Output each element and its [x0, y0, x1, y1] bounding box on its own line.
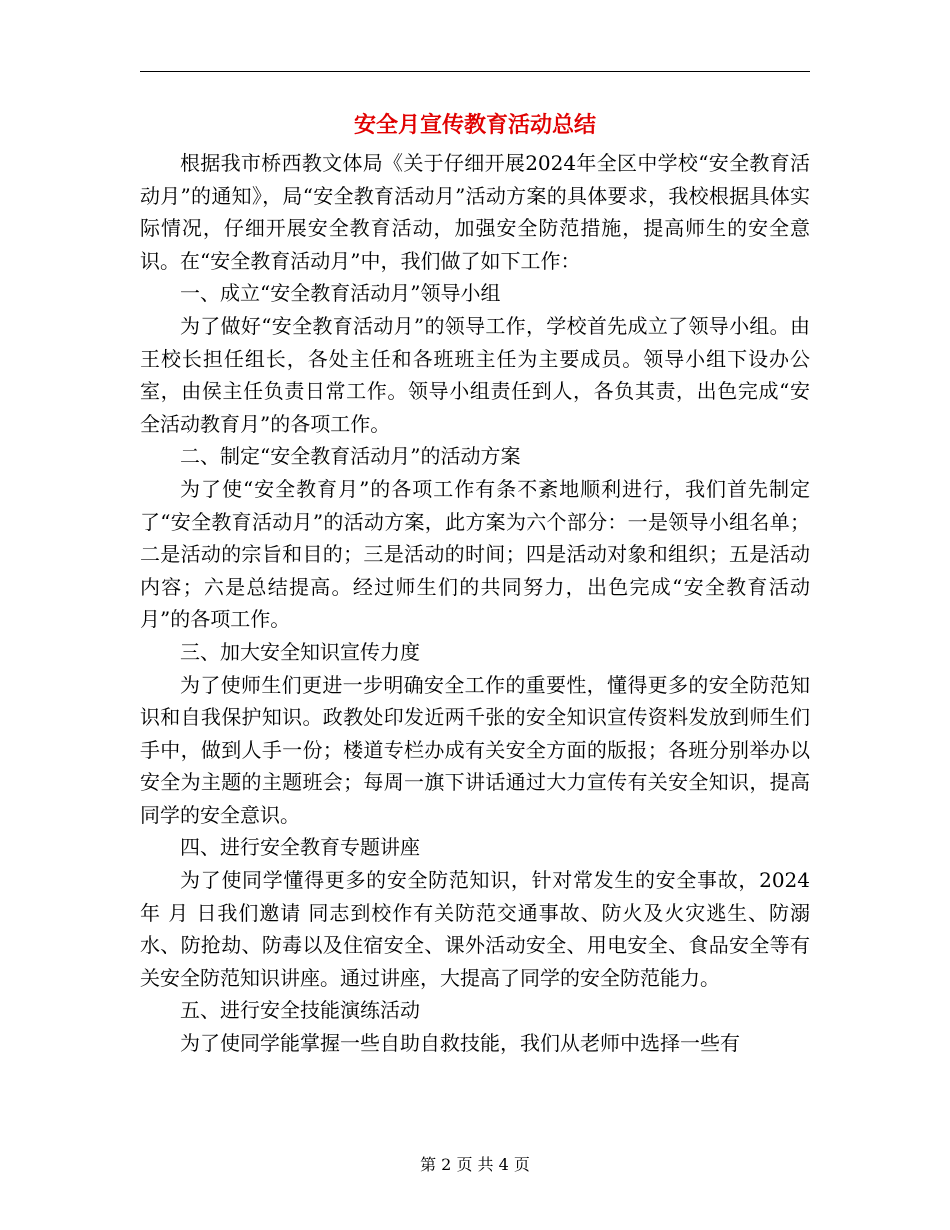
section-heading-2: 二、制定“安全教育活动月”的活动方案 — [180, 444, 521, 469]
body-paragraph-2: 为了使“安全教育月”的各项工作有条不紊地顺利进行，我们首先制定了“安全教育活动月”的活动方案，此方案为六个部分：一是领导小组名单；二是活动的宗旨和目的；三是活动的时间；四是活动对象和组织；五是活动内容；六是总结提高。经过师生们的共同努力，出色完成“安全教育活动月”的各项工作。 — [140, 476, 810, 632]
body-paragraph-4: 为了使同学懂得更多的安全防范知识，针对常发生的安全事故，2024年 月 日我们邀请 同志到校作有关防范交通事故、防火及火灾逃生、防溺水、防抢劫、防毒以及住宿安全、课外活动安全、用电安全、食品安全等有关安全防范知识讲座。通过讲座，大提高了同学的安全防范能力。 — [140, 868, 810, 990]
body-paragraph-1: 为了做好“安全教育活动月”的领导工作，学校首先成立了领导小组。由王校长担任组长，各处主任和各班班主任为主要成员。领导小组下设办公室，由侯主任负责日常工作。领导小组责任到人，各负其责，出色完成“安全活动教育月”的各项工作。 — [140, 313, 810, 436]
body-paragraph-intro: 根据我市桥西教文体局《关于仔细开展2024年全区中学校“安全教育活动月”的通知》，局“安全教育活动月”活动方案的具体要求，我校根据具体实际情况，仔细开展安全教育活动，加强安全防范措施，提高师生的安全意识。在“安全教育活动月”中，我们做了如下工作： — [140, 151, 810, 273]
document-title: 安全月宣传教育活动总结 — [353, 112, 596, 138]
section-heading-3: 三、加大安全知识宣传力度 — [180, 639, 420, 664]
body-paragraph-3: 为了使师生们更进一步明确安全工作的重要性，懂得更多的安全防范知识和自我保护知识。政教处印发近两千张的安全知识宣传资料发放到师生们手中，做到人手一份；楼道专栏办成有关安全方面的版报；各班分别举办以安全为主题的主题班会；每周一旗下讲话通过大力宣传有关安全知识，提高同学的安全意识。 — [140, 672, 810, 827]
page-number-footer: 第 2 页 共 4 页 — [420, 1155, 530, 1174]
document-body — [140, 147, 810, 1060]
header-rule — [140, 71, 810, 72]
section-heading-5: 五、进行安全技能演练活动 — [180, 998, 420, 1023]
section-heading-4: 四、进行安全教育专题讲座 — [180, 835, 420, 860]
body-paragraph-5: 为了使同学能掌握一些自助自救技能，我们从老师中选择一些有 — [180, 1031, 740, 1056]
section-heading-1: 一、成立“安全教育活动月”领导小组 — [180, 281, 501, 306]
